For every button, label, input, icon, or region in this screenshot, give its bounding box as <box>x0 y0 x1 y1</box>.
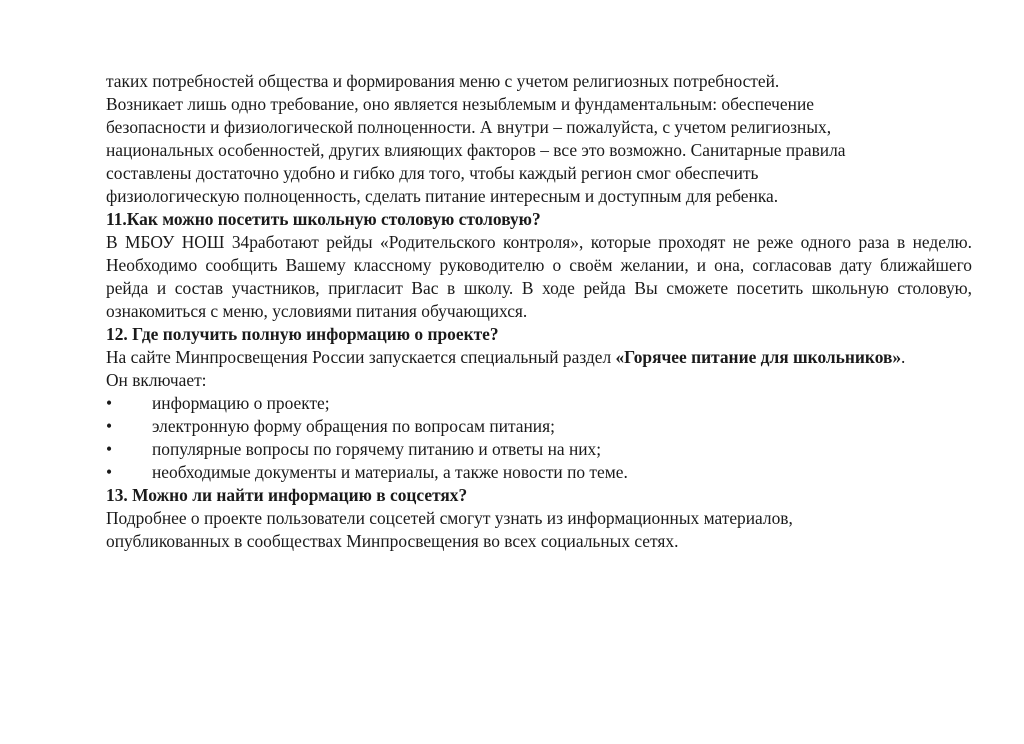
bullet-icon: • <box>106 416 113 436</box>
answer-line: опубликованных в сообществах Минпросвещения во всех социальных сетях. <box>106 531 679 551</box>
intro-line: составлены достаточно удобно и гибко для того, чтобы каждый регион смог обеспечить <box>106 163 759 183</box>
intro-line: таких потребностей общества и формирования меню с учетом религиозных потребностей. <box>106 71 780 91</box>
intro-paragraph <box>106 70 972 208</box>
includes-label: Он включает: <box>106 370 207 390</box>
question-13-heading: 13. Можно ли найти информацию в соцсетях? <box>106 485 468 505</box>
answer-line: Подробнее о проекте пользователи соцсетей смогут узнать из информационных материалов, <box>106 508 793 528</box>
list-item-text: необходимые документы и материалы, а также новости по теме. <box>152 462 628 482</box>
document-body <box>106 70 972 553</box>
intro-line: Возникает лишь одно требование, оно является незыблемым и фундаментальным: обеспечение <box>106 94 814 114</box>
question-13-answer <box>106 507 972 553</box>
intro-line: национальных особенностей, других влияющих факторов – все это возможно. Санитарные правила <box>106 140 846 160</box>
intro-line: физиологическую полноценность, сделать питание интересным и доступным для ребенка. <box>106 186 779 206</box>
list-item <box>106 461 972 484</box>
list-item <box>106 438 972 461</box>
question-12-answer <box>106 346 972 369</box>
question-12-answer-suffix: . <box>901 347 906 367</box>
bullet-icon: • <box>106 439 113 459</box>
section-name-hot-meals: «Горячее питание для школьников» <box>615 347 902 367</box>
includes-list <box>106 392 972 484</box>
question-11-heading: 11.Как можно посетить школьную столовую столовую? <box>106 209 541 229</box>
intro-line: безопасности и физиологической полноценности. А внутри – пожалуйста, с учетом религиозных, <box>106 117 832 137</box>
list-item-text: популярные вопросы по горячему питанию и ответы на них; <box>152 439 602 459</box>
question-11-answer: В МБОУ НОШ 34работают рейды «Родительского контроля», которые проходят не реже одного раза в неделю. Необходимо сообщить Вашему классному руководителю о своём желании, и она, согласовав дату ближайшего рейда и состав участников, пригласит Вас в школу. В ходе рейда Вы сможете посетить школьную столовую, ознакомиться с меню, условиями питания обучающихся. <box>106 232 972 321</box>
list-item <box>106 392 972 415</box>
question-12-heading: 12. Где получить полную информацию о проекте? <box>106 324 499 344</box>
list-item <box>106 415 972 438</box>
list-item-text: информацию о проекте; <box>152 393 330 413</box>
bullet-icon: • <box>106 393 113 413</box>
bullet-icon: • <box>106 462 113 482</box>
question-12-answer-prefix: На сайте Минпросвещения России запускается специальный раздел <box>106 347 616 367</box>
list-item-text: электронную форму обращения по вопросам питания; <box>152 416 555 436</box>
